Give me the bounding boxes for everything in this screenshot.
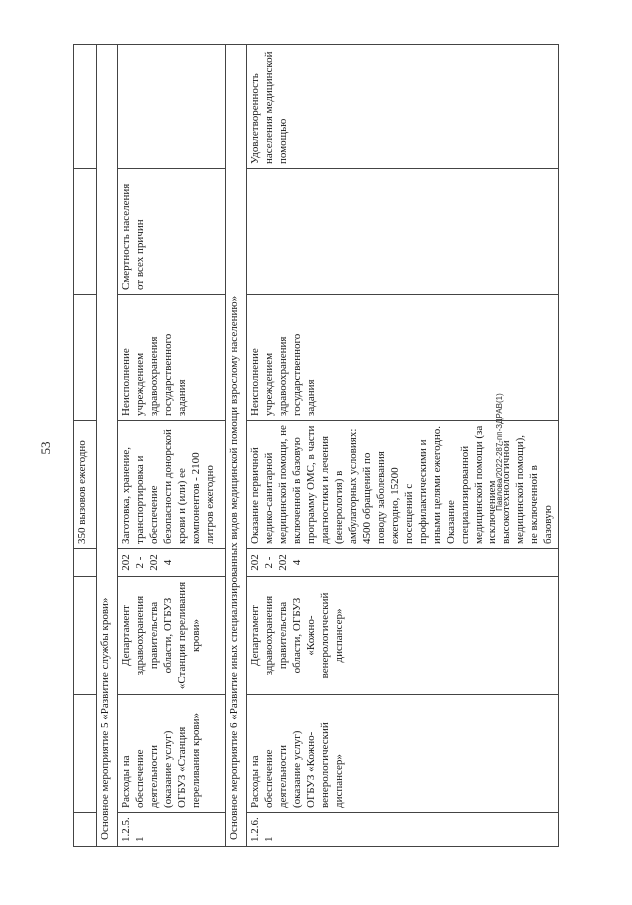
table-cell [74,169,97,295]
period-cell: 2022 - 2024 [247,549,559,577]
activities-table [73,44,559,847]
table-row [247,45,559,847]
executor-cell: Департамент здравоохранения правительства области, ОГБУЗ «Станция переливания крови» [118,577,226,695]
volume-cell: 350 вызовов ежегодно [74,421,97,549]
risk-cell: Неисполнение учреждением здравоохранения государственного задания [118,295,226,421]
document-code: Павлова/2022-287-пп-ЗДРАВ(1) [495,393,504,511]
table-row [74,45,97,847]
page-number: 53 [38,441,53,455]
table-cell [74,577,97,695]
expense-cell: Расходы на обеспечение деятельности (оказание услуг) ОГБУЗ «Станция переливания крови» [118,695,226,813]
table-cell [118,45,226,169]
expense-cell: Расходы на обеспечение деятельности (оказание услуг) ОГБУЗ «Кожно-венерологический диспансер» [247,695,559,813]
rotated-table-container [73,45,558,847]
indicator-cell: Смертность населения от всех причин [118,169,226,295]
section-row [97,45,118,847]
table-row [118,45,226,847]
executor-cell: Департамент здравоохранения правительства области, ОГБУЗ «Кожно-венерологический диспансер» [247,577,559,695]
result-cell: Оказание первичной медико-санитарной медицинской помощи, не включенной в базовую программу ОМС, в части диагностики и лечения (венерология) в амбулаторных условиях: 4500 обращений по поводу заболевания ежегодно, 15200 посещений с профилактическими и иными целями ежегодно. Оказание специализированной медицинской помощи (за исключением высокотехнологичной медицинской помощи), не включенной в базовую [247,421,559,549]
result-cell: Заготовка, хранение, транспортировка и обеспечение безопасности донорской крови и (или) ее компонентов - 2100 литров ежегодно [118,421,226,549]
indicator-cell: Удовлетворенность населения медицинской помощью [247,45,559,169]
section-row [226,45,247,847]
table-cell [74,295,97,421]
table-cell [74,813,97,847]
section-title: Основное мероприятие 5 «Развитие службы крови» [97,45,118,847]
code-cell: 1.2.5.1 [118,813,226,847]
code-cell: 1.2.6.1 [247,813,559,847]
period-cell: 2022 - 2024 [118,549,226,577]
table-cell [74,695,97,813]
table-cell [247,169,559,295]
risk-cell: Неисполнение учреждением здравоохранения государственного задания [247,295,559,421]
table-cell [74,549,97,577]
section-title: Основное мероприятие 6 «Развитие иных специализированных видов медицинской помощи взрослому населению» [226,45,247,847]
table-cell [74,45,97,169]
